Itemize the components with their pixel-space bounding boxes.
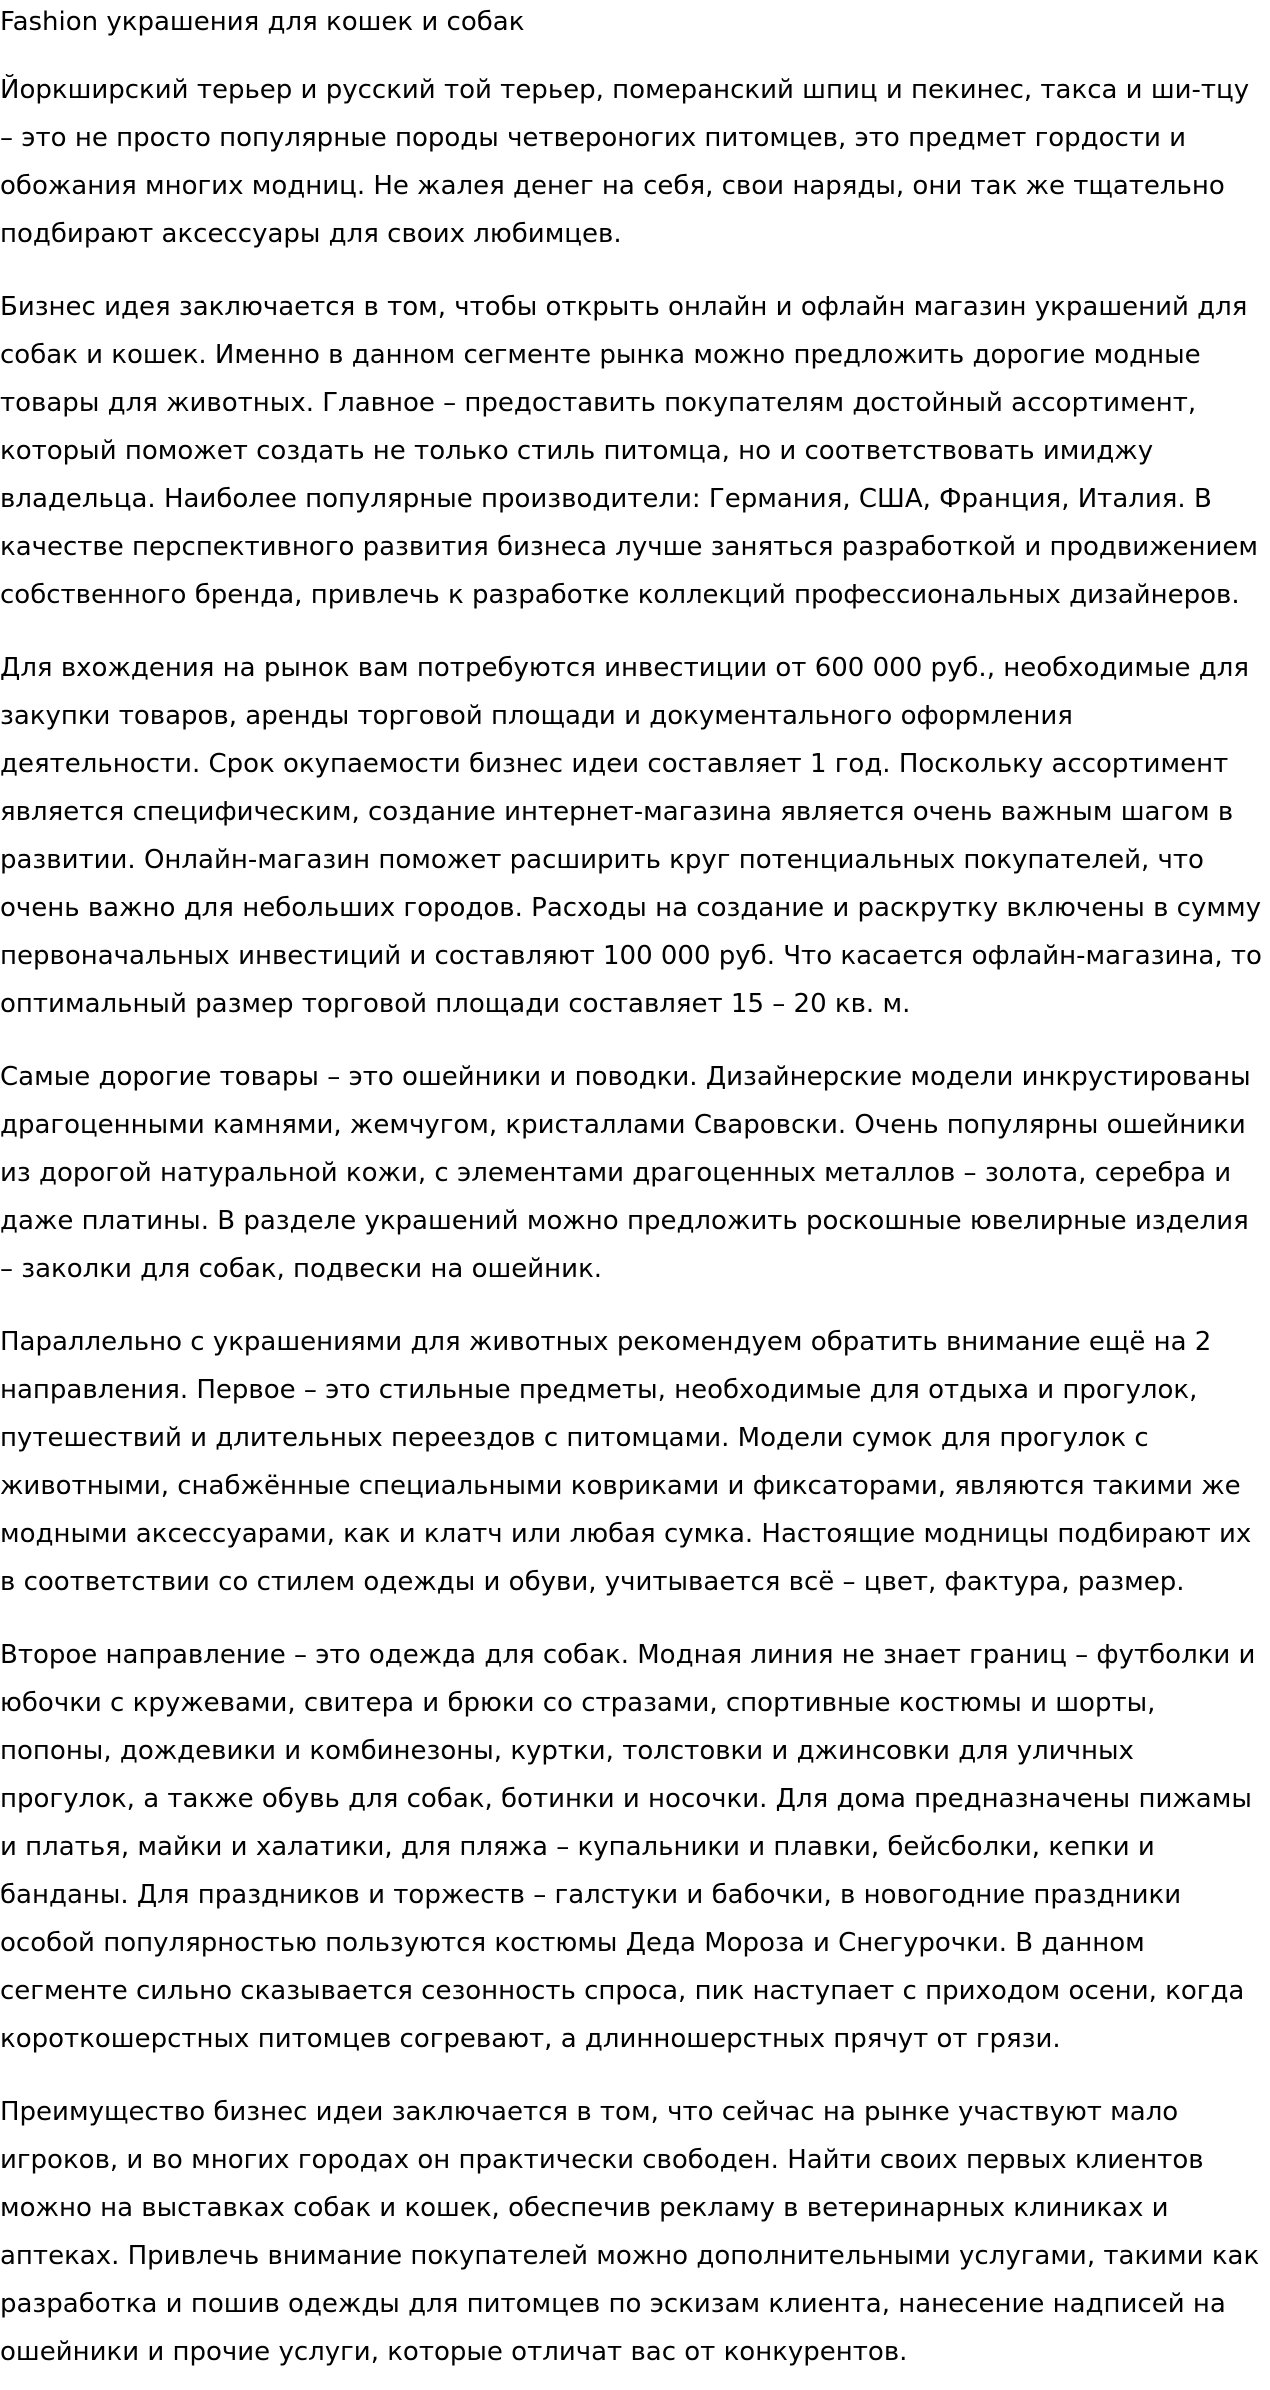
article-paragraph-7: Преимущество бизнес идеи заключается в том, что сейчас на рынке участвуют мало игроков, и во многих городах он практически свободен. Найти своих первых клиентов можно на выставках собак и кошек, обеспечив рекламу в ветеринарных клиниках и аптеках. Привлечь внимание покупателей можно дополнительными услугами, такими как разработка и пошив одежды для питомцев по эскизам клиента, нанесение надписей на ошейники и прочие услуги, которые отличат вас от конкурентов.: [0, 2097, 1260, 2367]
article-paragraph-1: Йоркширский терьер и русский той терьер, померанский шпиц и пекинес, такса и ши-тцу – это не просто популярные породы четвероногих питомцев, это предмет гордости и обожания многих модниц. Не жалея денег на себя, свои наряды, они так же тщательно подбирают аксессуары для своих любимцев.: [0, 75, 1250, 249]
article-paragraph-6: Второе направление – это одежда для собак. Модная линия не знает границ – футболки и юбочки с кружевами, свитера и брюки со стразами, спортивные костюмы и шорты, попоны, дождевики и комбинезоны, куртки, толстовки и джинсовки для уличных прогулок, а также обувь для собак, ботинки и носочки. Для дома предназначены пижамы и платья, майки и халатики, для пляжа – купальники и плавки, бейсболки, кепки и банданы. Для праздников и торжеств – галстуки и бабочки, в новогодние праздники особой популярностью пользуются костюмы Деда Мороза и Снегурочки. В данном сегменте сильно сказывается сезонность спроса, пик наступает с приходом осени, когда короткошерстных питомцев согревают, а длинношерстных прячут от грязи.: [0, 1640, 1256, 2054]
article-paragraph-2: Бизнес идея заключается в том, чтобы открыть онлайн и офлайн магазин украшений для собак и кошек. Именно в данном сегменте рынка можно предложить дорогие модные товары для животных. Главное – предоставить покупателям достойный ассортимент, который поможет создать не только стиль питомца, но и соответствовать имиджу владельца. Наиболее популярные производители: Германия, США, Франция, Италия. В качестве перспективного развития бизнеса лучше заняться разработкой и продвижением собственного бренда, привлечь к разработке коллекций профессиональных дизайнеров.: [0, 292, 1259, 610]
article-paragraph-4: Самые дорогие товары – это ошейники и поводки. Дизайнерские модели инкрустированы драгоценными камнями, жемчугом, кристаллами Сваровски. Очень популярны ошейники из дорогой натуральной кожи, с элементами драгоценных металлов – золота, серебра и даже платины. В разделе украшений можно предложить роскошные ювелирные изделия – заколки для собак, подвески на ошейник.: [0, 1062, 1251, 1284]
article-title: Fashion украшения для кошек и собак: [0, 7, 525, 37]
article-paragraph-5: Параллельно с украшениями для животных рекомендуем обратить внимание ещё на 2 направления. Первое – это стильные предметы, необходимые для отдыха и прогулок, путешествий и длительных переездов с питомцами. Модели сумок для прогулок с животными, снабжённые специальными ковриками и фиксаторами, являются такими же модными аксессуарами, как и клатч или любая сумка. Настоящие модницы подбирают их в соответствии со стилем одежды и обуви, учитывается всё – цвет, фактура, размер.: [0, 1327, 1252, 1597]
article-paragraph-3: Для вхождения на рынок вам потребуются инвестиции от 600 000 руб., необходимые для закупки товаров, аренды торговой площади и документального оформления деятельности. Срок окупаемости бизнес идеи составляет 1 год. Поскольку ассортимент является специфическим, создание интернет-магазина является очень важным шагом в развитии. Онлайн-магазин поможет расширить круг потенциальных покупателей, что очень важно для небольших городов. Расходы на создание и раскрутку включены в сумму первоначальных инвестиций и составляют 100 000 руб. Что касается офлайн-магазина, то оптимальный размер торговой площади составляет 15 – 20 кв. м.: [0, 653, 1262, 1019]
